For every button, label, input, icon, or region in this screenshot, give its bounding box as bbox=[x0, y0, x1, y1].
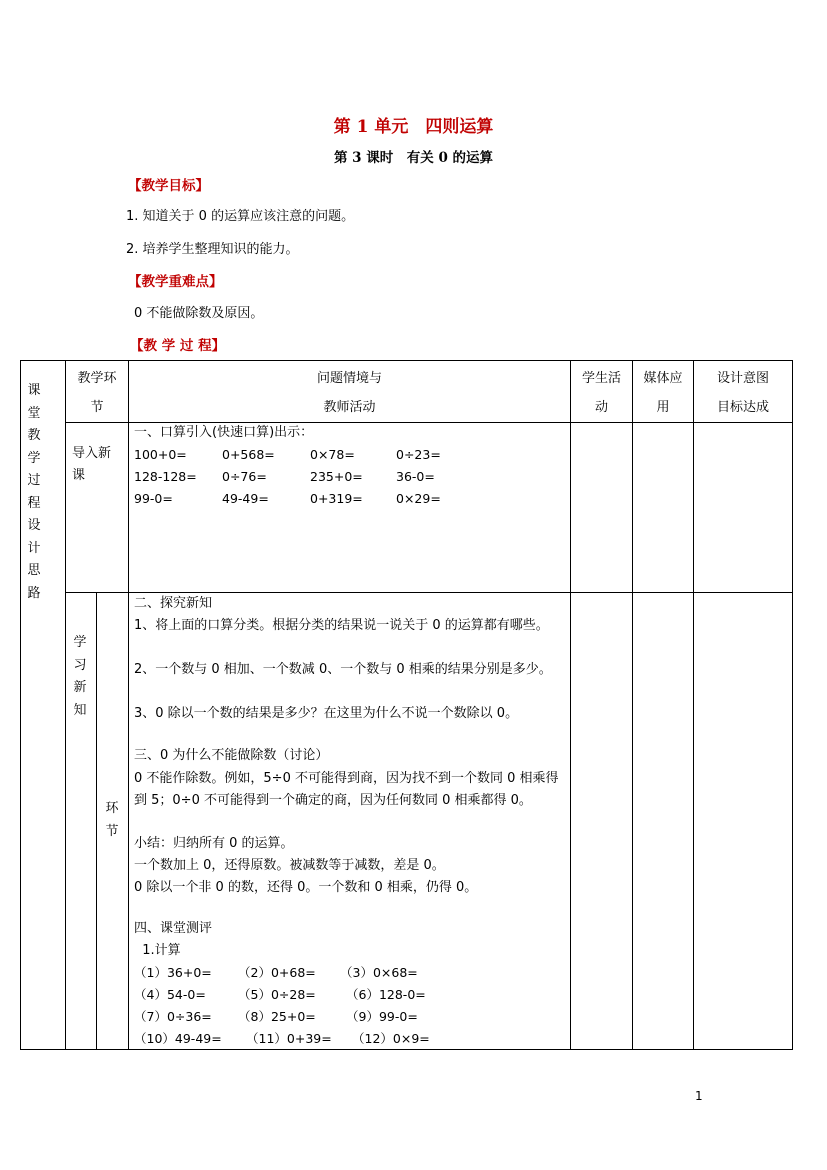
exercise-item: （4）54-0= bbox=[134, 987, 206, 1002]
learn-paragraph: 三、0 为什么不能做除数（讨论） bbox=[134, 748, 329, 763]
page-title: 第 1 单元 四则运算 bbox=[333, 117, 494, 137]
learn-paragraph: 二、探究新知 bbox=[134, 596, 213, 611]
learn-paragraph: 一个数加上 0，还得原数。被减数等于减数，差是 0。 bbox=[134, 858, 445, 873]
exercise-item: （9）99-0= bbox=[346, 1009, 418, 1024]
oral-calc-item: 100+0= bbox=[134, 447, 187, 462]
exercise-item: （10）49-49= bbox=[134, 1031, 222, 1046]
stage-intro: 导入新 课 bbox=[72, 446, 112, 483]
oral-calc-item: 99-0= bbox=[134, 491, 173, 506]
learn-paragraph: 0 除以一个非 0 的数，还得 0。一个数和 0 相乘，仍得 0。 bbox=[134, 880, 478, 895]
exercise-item: （2）0+68= bbox=[238, 965, 316, 980]
keypoints-text: 0 不能做除数及原因。 bbox=[134, 306, 264, 321]
oral-calc-item: 0×29= bbox=[396, 491, 441, 506]
learn-paragraph: 0 不能作除数。例如，5÷0 不可能得到商，因为找不到一个数同 0 相乘得到 5；0÷0 不可能得到一个确定的商，因为任何数同 0 相乘都得 0。 bbox=[134, 771, 559, 808]
process-heading: 【教 学 过 程】 bbox=[130, 338, 226, 354]
exercise-item: （12）0×9= bbox=[352, 1031, 430, 1046]
exercise-item: （6）128-0= bbox=[346, 987, 426, 1002]
learn-paragraph: 四、课堂测评 bbox=[134, 921, 213, 936]
oral-calc-item: 0÷76= bbox=[222, 469, 267, 484]
goals-heading: 【教学目标】 bbox=[128, 178, 209, 194]
exercise-item: （7）0÷36= bbox=[134, 1009, 212, 1024]
goal-item: 2. 培养学生整理知识的能力。 bbox=[126, 242, 299, 257]
keypoints-heading: 【教学重难点】 bbox=[128, 274, 223, 290]
header-content: 问题情境与 教师活动 bbox=[316, 371, 382, 415]
exercise-item: （3）0×68= bbox=[340, 965, 418, 980]
oral-calc-item: 128-128= bbox=[134, 469, 197, 484]
oral-calc-item: 36-0= bbox=[396, 469, 435, 484]
learn-paragraph: 3、0 除以一个数的结果是多少？在这里为什么不说一个数除以 0。 bbox=[134, 706, 519, 721]
oral-calc-item: 0÷23= bbox=[396, 447, 441, 462]
oral-calc-item: 0×78= bbox=[310, 447, 355, 462]
header-design: 设计意图 目标达成 bbox=[716, 371, 769, 415]
page-number: 1 bbox=[695, 1089, 703, 1103]
oral-calc-item: 0+568= bbox=[222, 447, 275, 462]
oral-calc-item: 0+319= bbox=[310, 491, 363, 506]
oral-calc-item: 49-49= bbox=[222, 491, 269, 506]
exercise-item: （11）0+39= bbox=[246, 1031, 332, 1046]
sub-stage: 环 节 bbox=[105, 801, 119, 839]
learn-paragraph: 2、一个数与 0 相加、一个数减 0、一个数与 0 相乘的结果分别是多少。 bbox=[134, 662, 552, 677]
intro-heading: 一、口算引入(快速口算)出示： bbox=[134, 425, 314, 440]
exercise-item: （1）36+0= bbox=[134, 965, 212, 980]
oral-calc-item: 235+0= bbox=[310, 469, 363, 484]
exercise-item: （8）25+0= bbox=[238, 1009, 316, 1024]
side-label: 课 堂 教 学 过 程 设 计 思 路 bbox=[27, 383, 41, 601]
learn-paragraph: 1、将上面的口算分类。根据分类的结果说一说关于 0 的运算都有哪些。 bbox=[134, 618, 549, 633]
lesson-subtitle: 第 3 课时 有关 0 的运算 bbox=[333, 150, 494, 166]
header-student: 学生活 动 bbox=[581, 371, 621, 415]
exercise-item: （5）0÷28= bbox=[238, 987, 316, 1002]
stage-learn: 学 习 新 知 bbox=[73, 635, 87, 718]
header-stage: 教学环 节 bbox=[77, 371, 117, 415]
goal-item: 1. 知道关于 0 的运算应该注意的问题。 bbox=[126, 209, 355, 224]
header-media: 媒体应 用 bbox=[643, 371, 683, 415]
learn-paragraph: 小结：归纳所有 0 的运算。 bbox=[134, 836, 294, 851]
learn-paragraph: 1.计算 bbox=[134, 943, 181, 958]
